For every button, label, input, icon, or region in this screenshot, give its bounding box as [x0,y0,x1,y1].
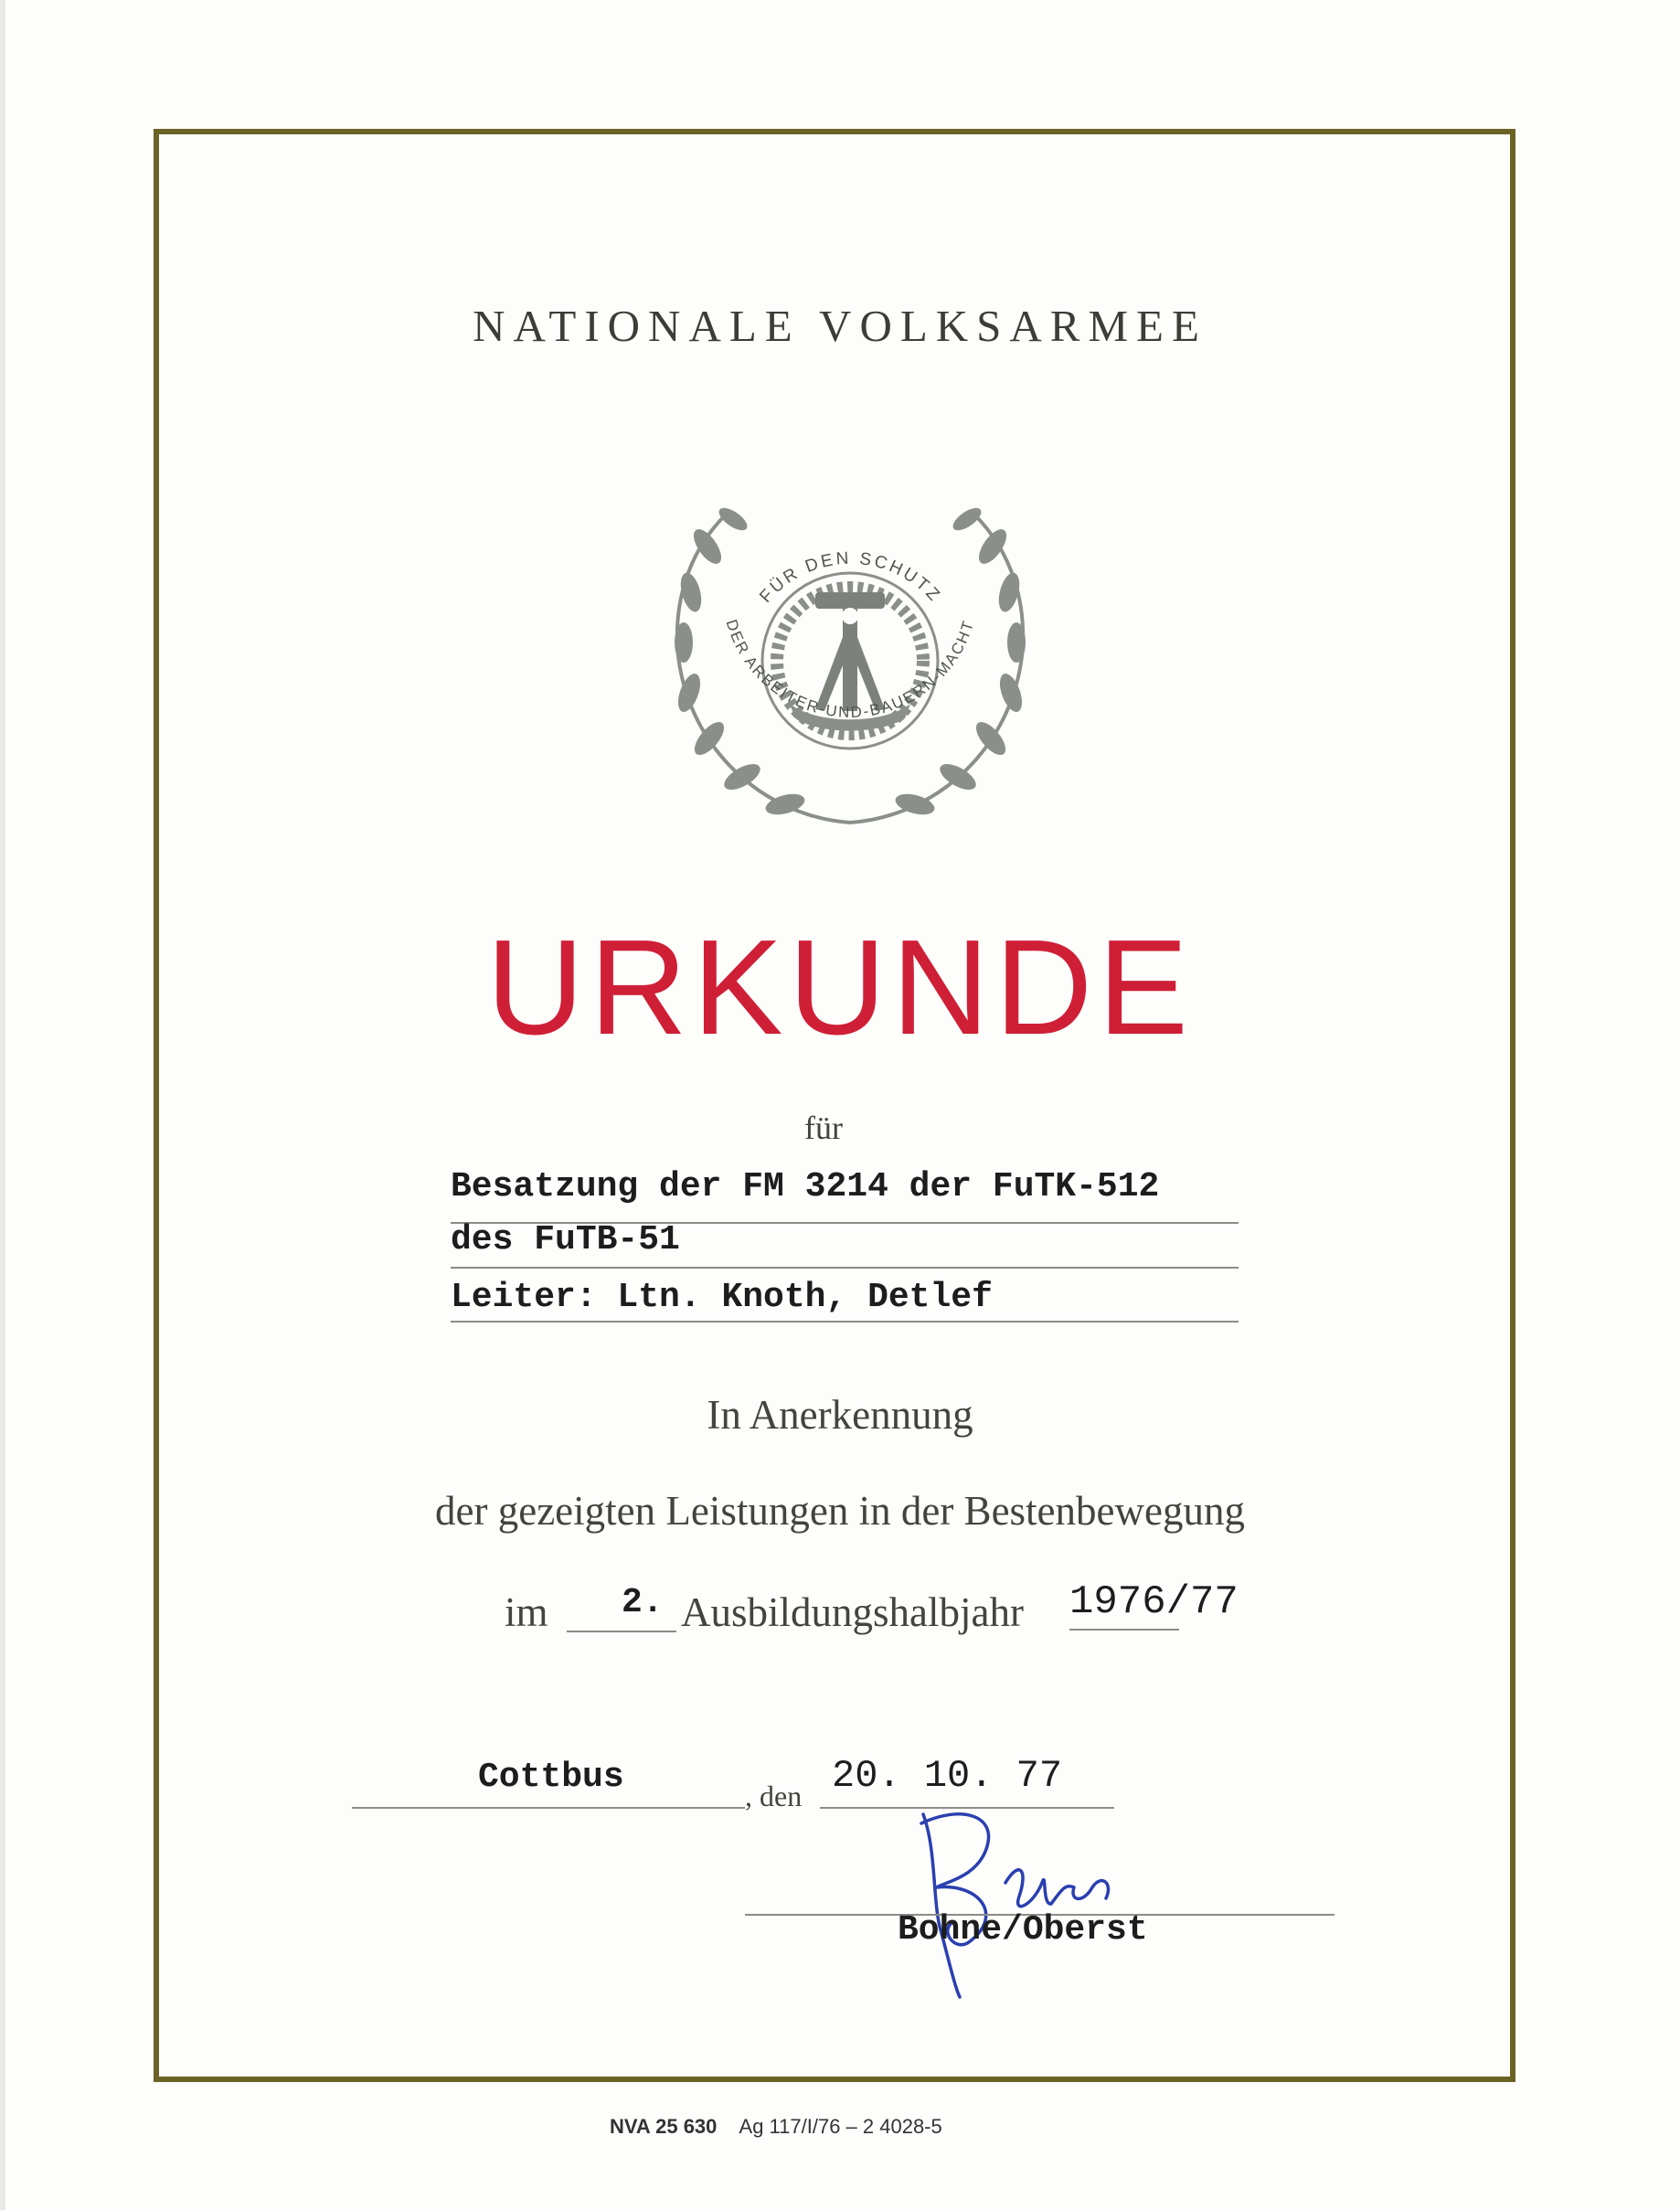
footer-code-rest: Ag 117/I/76 – 2 4028-5 [739,2115,942,2138]
date-value: 20. 10. 77 [832,1754,1063,1798]
year-value: 1976/77 [1069,1579,1239,1625]
certificate-title: URKUNDE [486,912,1194,1063]
den-label: , den [745,1780,803,1812]
half-year-underline [567,1631,676,1632]
for-label: für [804,1110,843,1146]
half-year-number: 2. [622,1583,664,1622]
svg-text:DER ARBEITER-UND-BAUERN-MACHT: DER ARBEITER-UND-BAUERN-MACHT [722,617,978,721]
year-underline [1069,1629,1179,1631]
footer-print-code [610,2115,942,2139]
half-year-label: Ausbildungshalbjahr [681,1589,1024,1635]
recipient-line-1: Besatzung der FM 3214 der FuTK-512 [451,1167,1160,1206]
recognition-line: In Anerkennung [707,1392,973,1438]
recipient-underline-2 [451,1267,1239,1269]
paper-edge [0,0,5,2210]
recipient-underline-3 [451,1321,1239,1323]
place-value: Cottbus [478,1758,624,1797]
signer-name: Bohne/Oberst [898,1910,1148,1950]
footer-code-bold: NVA 25 630 [610,2115,718,2138]
recipient-line-2: des FuTB-51 [451,1220,680,1259]
achievement-line: der gezeigten Leistungen in der Bestenbewegung [435,1488,1245,1534]
svg-text:FÜR DEN SCHUTZ: FÜR DEN SCHUTZ [756,548,945,607]
recipient-line-3: Leiter: Ltn. Knoth, Detlef [451,1278,993,1317]
hammer-and-compass-icon [815,592,885,711]
place-underline [352,1807,745,1809]
organization-heading: NATIONALE VOLKSARMEE [473,301,1207,351]
im-label: im [505,1589,548,1635]
handwritten-signature [905,1796,1133,2006]
state-emblem-seal [653,464,1047,839]
